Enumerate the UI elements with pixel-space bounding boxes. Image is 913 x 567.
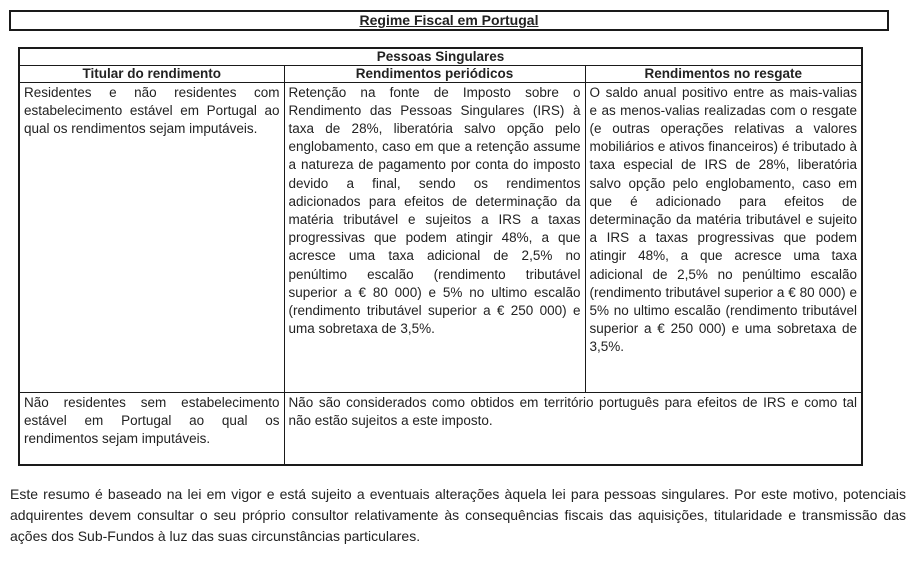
column-header-rendimentos-no-resgate: Rendimentos no resgate <box>585 65 862 82</box>
document-title: Regime Fiscal em Portugal <box>359 12 539 28</box>
cell-residentes-titular: Residentes e não residentes com estabelecimento estável em Portugal ao qual os rendimentos sejam imputáveis. <box>19 82 284 392</box>
cell-nao-residentes-titular: Não residentes sem estabelecimento estável em Portugal ao qual os rendimentos sejam imputáveis. <box>19 392 284 465</box>
column-header-rendimentos-periodicos: Rendimentos periódicos <box>284 65 585 82</box>
column-header-titular-do-rendimento: Titular do rendimento <box>19 65 284 82</box>
fiscal-regime-table <box>18 47 863 466</box>
table-row-nao-residentes <box>19 392 862 465</box>
table-row-residentes <box>19 82 862 392</box>
group-header-pessoas-singulares: Pessoas Singulares <box>19 48 862 65</box>
cell-nao-residentes-merged: Não são considerados como obtidos em território português para efeitos de IRS e como tal não estão sujeitos a este imposto. <box>284 392 862 465</box>
table-group-header-row <box>19 48 862 65</box>
cell-residentes-rendimentos-no-resgate: O saldo anual positivo entre as mais-valias e as menos-valias realizadas com o resgate (e outras operações relativas a valores mobiliários e ativos financeiros) é tributado à taxa especial de IRS de 28%, liberatória salvo opção pelo englobamento, caso em que é adicionado para efeitos de determinação da matéria tributável e sujeito a IRS a taxas progressivas que podem atingir 48%, a que acresce uma taxa adicional de 2,5% no penúltimo escalão (rendimento tributável superior a € 80 000) e 5% no ultimo escalão (rendimento tributável superior a € 250 000) e uma sobretaxa de 3,5%. <box>585 82 862 392</box>
table-column-header-row <box>19 65 862 82</box>
footer-disclaimer: Este resumo é baseado na lei em vigor e está sujeito a eventuais alterações àquela lei para pessoas singulares. Por este motivo, potenciais adquirentes devem consultar o seu próprio consultor relativamente às consequências fiscais das aquisições, titularidade e transmissão das ações dos Sub-Fundos à luz das suas circunstâncias particulares. <box>10 486 906 544</box>
cell-residentes-rendimentos-periodicos: Retenção na fonte de Imposto sobre o Rendimento das Pessoas Singulares (IRS) à taxa de 28%, liberatória salvo opção pelo englobamento, caso em que a retenção assume a natureza de pagamento por conta do imposto devido a final, sendo os rendimentos adicionados para efeitos de determinação da matéria tributável e sujeitos a IRS a taxas progressivas que podem atingir 48%, a que acresce uma taxa adicional de 2,5% no penúltimo escalão (rendimento tributável superior a € 80 000) e 5% no ultimo escalão (rendimento tributável superior a € 250 000) e uma sobretaxa de 3,5%. <box>284 82 585 392</box>
document-title-box <box>9 10 889 31</box>
